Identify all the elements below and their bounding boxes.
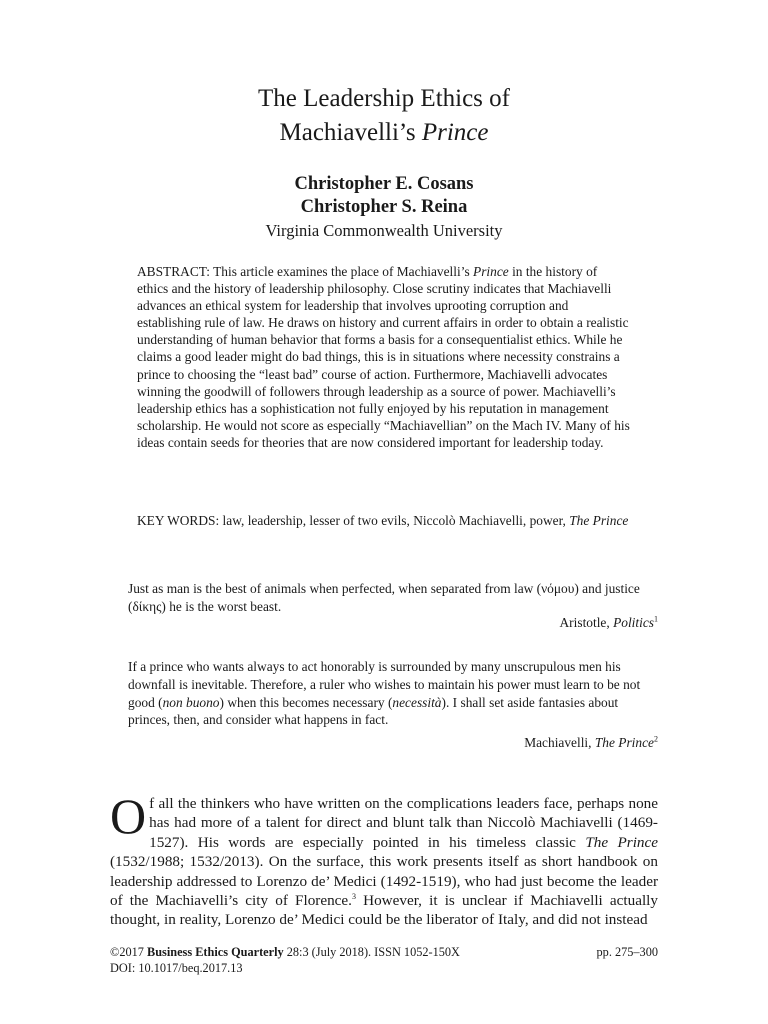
- drop-cap: O: [110, 788, 147, 844]
- abstract: [137, 263, 631, 451]
- keywords-italic: The Prince: [569, 513, 629, 528]
- ep2-text-1: If a prince who wants always to act honorably is surrounded by many unscrupulous men his downfall is inevitable. Therefore, a ruler who wishes to maintain his power must learn to be not good (: [128, 659, 641, 710]
- epigraph-machiavelli-attribution: [524, 734, 658, 751]
- footnote-ref-1: 1: [654, 614, 658, 624]
- attrib-2-name: Machiavelli,: [524, 735, 595, 750]
- keywords-text: KEY WORDS: law, leadership, lesser of two evils, Niccolò Machiavelli, power,: [137, 513, 570, 528]
- page-footer: [110, 945, 658, 976]
- epigraph-machiavelli: [128, 658, 660, 729]
- affiliation: Virginia Commonwealth University: [265, 221, 503, 240]
- author-1: Christopher E. Cosans: [294, 174, 474, 194]
- ep2-italic-1: non buono: [162, 694, 220, 710]
- epigraph-aristotle: Just as man is the best of animals when perfected, when separated from law (νόμου) and justice (δίκης) he is the worst beast.: [128, 581, 640, 614]
- abstract-text-2: in the history of ethics and the history of leadership philosophy. Close scrutiny indicates that Machiavelli advances an ethical system for leadership that involves uprooting corruption and establishing rule of law. He draws on history and current affairs in order to obtain a realistic understanding of human behavior that forms a basis for a consequentialist ethics. While he claims a good leader might do bad things, this is in situations where necessity constrains a prince to choosing the “least bad” course of action. Furthermore, Machiavelli advocates winning the goodwill of followers through leadership as a source of power. Machiavelli’s leadership ethics has a sophistication not fully enjoyed by his reputation in management scholarship. He would not score as especially “Machiavellian” on the Mach IV. Many of his ideas contain seeds for theories that are now considered important for leadership today.: [137, 264, 630, 450]
- attrib-1-name: Aristotle,: [559, 615, 614, 630]
- article-title: [0, 82, 768, 150]
- ep2-text-2: ) when this becomes necessary (: [219, 694, 393, 710]
- footer-citation: [110, 945, 460, 961]
- attrib-1-work: Politics: [613, 615, 654, 630]
- ep2-text-3: ). I shall set aside fantasies about princes, then, and consider what happens in fact.: [128, 694, 619, 728]
- author-block: [0, 173, 768, 242]
- title-line-2-italic: Prince: [421, 119, 489, 146]
- title-line-2: [0, 116, 768, 150]
- body-text-1: f all the thinkers who have written on the complications leaders face, perhaps none has had more of a talent for direct and blunt talk than Niccolò Machiavelli (1469-1527). His words are especially pointed in his timeless classic: [149, 795, 658, 851]
- abstract-italic: Prince: [473, 264, 509, 279]
- epigraph-aristotle-attribution: [560, 614, 658, 631]
- abstract-text-1: ABSTRACT: This article examines the place of Machiavelli’s: [137, 264, 474, 279]
- body-italic-1: The Prince: [585, 833, 659, 851]
- body-text-3: However, it is unclear if Machiavelli actually thought, in reality, Lorenzo de’ Medici could be the liberator of Italy, and did not instead: [110, 892, 658, 929]
- attrib-2-work: The Prince: [594, 735, 654, 750]
- ep2-italic-2: necessità: [392, 694, 442, 710]
- title-line-2-text: Machiavelli’s: [279, 119, 422, 146]
- footnote-ref-2: 2: [654, 734, 658, 744]
- footer-doi: DOI: 10.1017/beq.2017.13: [110, 960, 243, 975]
- footer-journal: Business Ethics Quarterly: [147, 945, 284, 959]
- footer-pages: pp. 275–300: [596, 945, 658, 959]
- title-line-1: The Leadership Ethics of: [258, 85, 510, 112]
- keywords: [137, 512, 631, 530]
- footer-issue: 28:3 (July 2018). ISSN 1052-150X: [283, 945, 460, 959]
- footer-copyright: ©2017: [110, 945, 148, 959]
- footnote-ref-3: 3: [351, 891, 356, 901]
- footer-citation-row: [110, 945, 658, 961]
- author-2: Christopher S. Reina: [300, 197, 468, 217]
- body-text-2: (1532/1988; 1532/2013). On the surface, this work presents itself as short handbook on leadership addressed to Lorenzo de’ Medici (1492-1519), who had just become the leader of the Machiavelli’s city of Florence.: [110, 853, 658, 910]
- body-paragraph: [110, 788, 659, 930]
